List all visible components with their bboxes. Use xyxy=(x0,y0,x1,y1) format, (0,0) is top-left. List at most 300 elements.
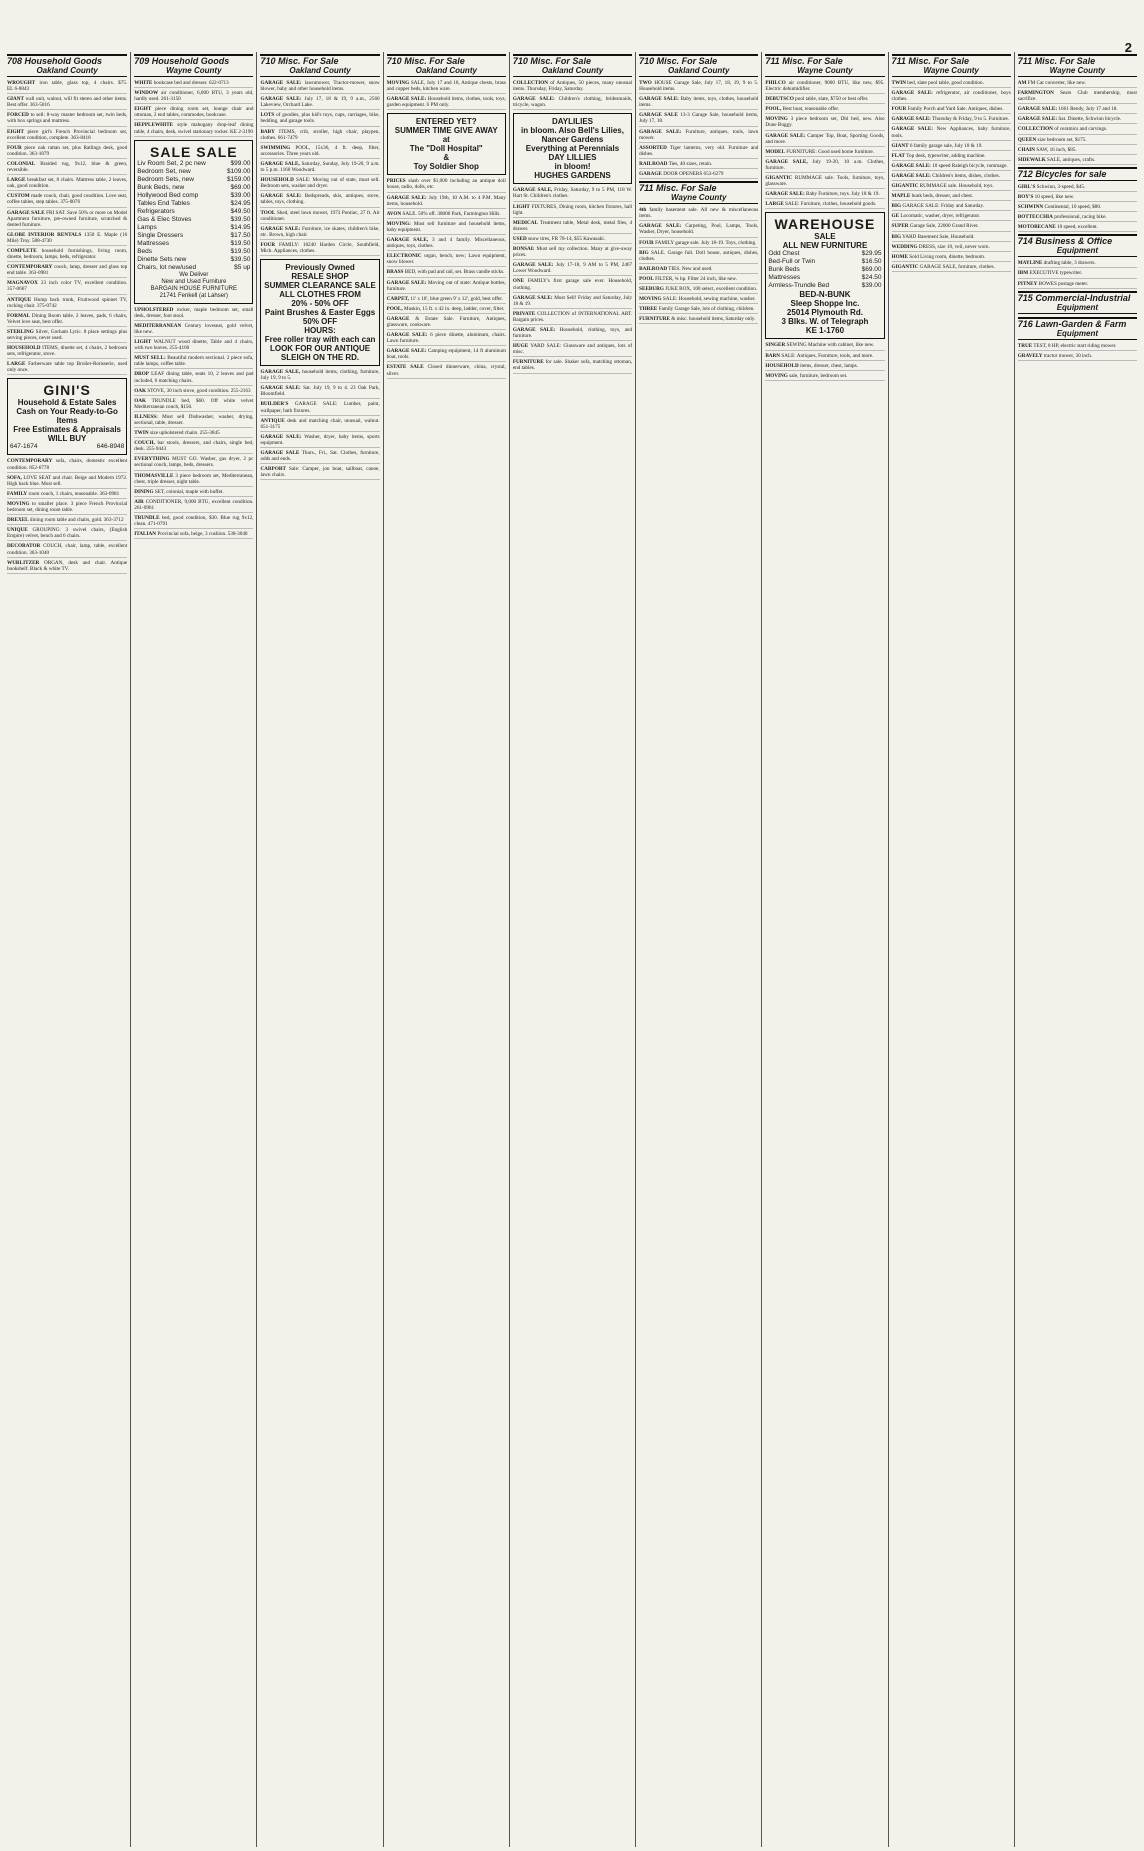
ad-text: DRESS, size 10, veil, never worn. xyxy=(918,243,990,250)
ad-text: SALE: Furniture, clothes, household goods. xyxy=(785,201,877,208)
price-row xyxy=(137,176,250,184)
price-row xyxy=(137,248,250,256)
ad-text: Beautiful modern sectional. 2 piece sofa, table lamps, coffee table. xyxy=(134,355,254,368)
ad-phone: 651-3175 xyxy=(260,423,281,430)
classified-ad xyxy=(260,450,379,464)
ad-keyword: MAGNAVOX xyxy=(7,280,38,287)
ad-text: Washer, dryer, baby items, sports equipment. xyxy=(260,433,380,446)
section-subtitle: Oakland County xyxy=(541,66,604,75)
section-subtitle: Oakland County xyxy=(36,66,98,75)
ad-keyword: DROP xyxy=(134,371,149,378)
ad-text: DOOR OPENERS xyxy=(663,171,703,178)
ad-keyword: GARAGE SALE: xyxy=(386,194,427,201)
price-value: $5 up xyxy=(234,263,251,271)
display-ad-line: LOOK FOR OUR ANTIQUE SLEIGH ON THE RD. xyxy=(269,344,371,363)
ad-keyword: MOVING xyxy=(765,116,788,123)
ad-phone: 261-3150 xyxy=(160,96,181,103)
classified-ad xyxy=(639,207,758,221)
ad-text: dining room table and chairs, gold. xyxy=(29,517,103,524)
classified-ad xyxy=(765,116,884,130)
ad-keyword: GARAGE SALE: xyxy=(891,172,931,179)
classified-ad xyxy=(260,226,379,240)
classified-ad xyxy=(892,183,1011,191)
sale-footer: We Deliver xyxy=(179,271,209,278)
ad-keyword: ANTIQUE xyxy=(7,296,32,303)
price-item: Armless-Trundle Bed xyxy=(768,282,830,290)
ad-keyword: LIGHT xyxy=(512,203,530,210)
ad-phone: 588-4730 xyxy=(31,237,52,244)
ad-keyword: BOY'S xyxy=(1017,193,1034,200)
classified-ad xyxy=(260,242,379,256)
price-item: Bedroom Sets, new xyxy=(137,175,194,183)
ad-keyword: EVERYTHING xyxy=(134,456,170,463)
classified-ad xyxy=(1018,80,1137,88)
newspaper-column xyxy=(761,52,887,1847)
ad-text: refrigerator, air conditioner, boys clothes. xyxy=(891,90,1011,103)
classified-ad xyxy=(513,311,632,325)
ad-text: Best boat, reasonable offer. xyxy=(782,106,840,113)
ad-keyword: WHITE xyxy=(134,80,153,86)
display-ad-line: 20% - 50% OFF xyxy=(291,299,349,309)
price-item: Bunk Beds, new xyxy=(137,183,185,191)
classified-ad xyxy=(7,145,127,159)
ad-keyword: MOVING xyxy=(765,372,788,379)
price-row xyxy=(768,266,881,274)
ad-phone: 363-1040 xyxy=(29,549,50,556)
section-title: Household Goods xyxy=(151,56,230,66)
ad-keyword: OAK xyxy=(134,387,147,394)
ad-keyword: UNIQUE xyxy=(7,527,28,534)
phone-row xyxy=(10,443,124,451)
ad-text: Schwinn, 3-speed, $45. xyxy=(1036,183,1086,190)
ad-keyword: WEDDING xyxy=(891,243,918,250)
display-ad-headline: WAREHOUSE xyxy=(774,216,876,233)
classified-ad xyxy=(513,343,632,357)
ad-text: 6 family garage sale, July 18 & 19. xyxy=(909,142,983,149)
classified-ad xyxy=(765,175,884,189)
display-ad-line: & xyxy=(443,153,450,163)
classified-ad xyxy=(7,491,127,499)
price-item: Tables End Tables xyxy=(137,199,190,207)
classified-ad xyxy=(1018,260,1137,268)
price-value: $99.00 xyxy=(230,159,251,167)
classified-ad xyxy=(134,489,253,497)
section-header xyxy=(7,54,127,77)
section-number: 714 xyxy=(1017,236,1033,247)
display-ad-line: Household & Estate Sales xyxy=(17,398,117,408)
ad-text: iron table, glass top, 4 chairs. $75. xyxy=(39,80,128,86)
ad-text: Sears Club membership, must sacrifice. xyxy=(1017,90,1137,103)
ad-keyword: GARAGE SALE, xyxy=(260,369,301,376)
price-value: $16.50 xyxy=(861,258,882,266)
ad-text: Dining Room table, 2 leaves, pads, 6 chairs, Velvet love seat, best offer. xyxy=(7,312,128,325)
ad-text: Provincial sofa, beige, 3 cushion. xyxy=(157,531,227,538)
classified-ad xyxy=(513,204,632,218)
ad-text: Baby items, toys, clothes, household items. xyxy=(639,96,759,109)
ad-text: 3 piece bedroom set, Dbl bed, new. Also Dune Buggy. xyxy=(765,116,885,129)
ad-keyword: GARAGE SALE: xyxy=(512,96,555,103)
ad-text: piece dining room set, lounge chair and ottoman, 2 end tables, commodes, bookcase. xyxy=(134,106,254,119)
ad-keyword: GIGANTIC xyxy=(765,175,793,182)
ad-text: 1661 Rendy, July 17 and 18. xyxy=(1058,106,1118,113)
classified-ad xyxy=(7,80,127,94)
ad-text: SALE: Antiques, Furniture, tools, and more. xyxy=(781,352,874,359)
classified-ad xyxy=(765,149,884,157)
ad-text: of goodies, plus kid's toys, cups, carriages, bike, bedding, and garage tools. xyxy=(260,112,380,125)
ad-keyword: GARAGE SALE: xyxy=(639,223,682,230)
ad-keyword: GARAGE SALE: xyxy=(891,90,933,97)
ad-text: Must Sell! Friday and Saturday, July 18 & 19. xyxy=(512,294,633,307)
classified-ad xyxy=(387,96,506,110)
classified-ad xyxy=(1018,106,1137,114)
ad-text: POOL, 15x36, 4 ft. deep, filter, accessories. Three years old. xyxy=(260,144,380,157)
section-header xyxy=(892,54,1011,77)
section-subtitle: Wayne County xyxy=(1049,66,1106,75)
ad-text: TEST, 8 HP, electric start riding mower. xyxy=(1033,342,1117,349)
ad-text: BED, with pad and rail, set. Brass candle sticks. xyxy=(404,269,505,276)
ad-phone: 255-3845 xyxy=(199,430,220,437)
ad-text: of Antiques, 50 pieces, many unusual items. Thursday, Friday, Saturday. xyxy=(512,80,633,93)
price-row xyxy=(768,250,881,258)
newspaper-column xyxy=(383,52,509,1847)
price-item: Dinette Sets new xyxy=(137,255,187,263)
section-header xyxy=(260,54,379,77)
ad-keyword: GARAGE SALE xyxy=(639,112,678,119)
classified-ad xyxy=(892,203,1011,211)
ad-text: RUMMAGE sale. Household, toys. xyxy=(919,183,994,190)
ad-keyword: LARGE xyxy=(765,201,784,208)
ad-keyword: MOVING xyxy=(7,500,30,507)
section-header xyxy=(639,54,758,77)
display-ad-line: ALL NEW FURNITURE xyxy=(782,241,868,251)
price-item: Mattresses xyxy=(137,239,170,247)
classified-ad xyxy=(765,342,884,350)
classified-ad xyxy=(134,499,253,513)
classified-ad xyxy=(134,388,253,396)
price-value: $69.00 xyxy=(230,183,251,191)
display-ad-line: Free Estimates & Appraisals xyxy=(13,425,121,435)
ad-keyword: GARAGE SALE: xyxy=(891,162,931,169)
ad-text: organ, bench, new; Lawn equipment, snow blower. xyxy=(386,253,506,266)
ad-text: SALE. 50% off. 38000 Park, Farmington Hills. xyxy=(402,210,501,217)
ad-text: HOUSE Garage Sale, July 17, 18, 19, 9 to 5. Household items. xyxy=(639,80,759,93)
display-ad-line: DAY LILLIES xyxy=(548,153,597,163)
ad-keyword: SOFA, xyxy=(7,474,22,481)
price-row xyxy=(137,216,250,224)
section-title: Commercial-Industrial xyxy=(1035,292,1131,303)
section-number: 710 xyxy=(260,56,276,66)
ad-text: Shed, steel lawn mower, 1973 Pontiac, 27 ft. Air conditioner. xyxy=(260,209,380,222)
ad-keyword: USED xyxy=(512,235,527,242)
section-title: Household Goods xyxy=(24,56,103,66)
ad-keyword: GRAVELY xyxy=(1017,352,1043,359)
classified-ad xyxy=(765,80,884,94)
classified-ad xyxy=(387,348,506,362)
ad-text: size bedroom set, $175. xyxy=(1037,136,1087,143)
ad-keyword: GARAGE SALE xyxy=(260,450,300,456)
ad-text: Silver, Gorham Lyric. 8 place settings plus serving pieces, never used. xyxy=(7,328,128,341)
ad-keyword: BARN xyxy=(765,352,781,359)
section-header xyxy=(513,54,632,77)
ad-keyword: COLLECTION xyxy=(1017,126,1053,133)
classified-ad xyxy=(134,355,253,369)
ad-text: July 17-18, 9 AM to 5 PM, 2467 Lower Woodward. xyxy=(512,262,633,275)
ad-text: professional, racing bike. xyxy=(1054,214,1107,221)
price-item: Gas & Elec Stoves xyxy=(137,215,192,223)
ad-phone: 255-2163 xyxy=(230,387,251,394)
classified-ad xyxy=(387,296,506,304)
price-item: Chairs, lot new/used xyxy=(137,263,197,271)
section-subtitle: Oakland County xyxy=(289,66,351,75)
classified-ad xyxy=(1018,90,1137,104)
ad-phone: 255-4160 xyxy=(169,345,190,352)
ad-keyword: GARAGE SALE, xyxy=(260,160,300,167)
price-row xyxy=(137,240,250,248)
price-row xyxy=(137,168,250,176)
sale-footer: 21741 Fenkell (at Lahser) xyxy=(159,292,229,299)
classified-ad xyxy=(7,458,127,472)
classified-ad xyxy=(134,371,253,385)
ad-text: ORGAN, desk and chair. Antique bookshelf. Black & white TV. xyxy=(7,559,128,572)
ad-keyword: ITALIAN xyxy=(134,531,157,538)
classified-ad xyxy=(892,223,1011,231)
ad-text: New Appliances, baby furniture, tools. xyxy=(891,126,1011,139)
section-subtitle: Equipment xyxy=(1056,302,1099,312)
classified-ad xyxy=(765,363,884,371)
section-number: 715 xyxy=(1017,292,1033,303)
section-title: Lawn-Garden & Farm xyxy=(1035,318,1127,329)
price-value: $159.00 xyxy=(226,175,251,183)
classified-ad xyxy=(639,145,758,159)
ad-text: FURNITURE: Good used home furniture. xyxy=(786,148,874,155)
display-ad xyxy=(765,212,884,339)
ad-text: Sold Living room, dinette, bedroom. xyxy=(909,253,986,260)
ad-phone: 622-0713 xyxy=(208,80,229,86)
ad-keyword: SWIMMING xyxy=(260,144,291,151)
classified-ad xyxy=(260,466,379,480)
ad-phone: 363-5016 xyxy=(29,102,50,109)
section-number: 716 xyxy=(1017,318,1033,329)
ad-keyword: COLLECTION xyxy=(512,80,549,86)
section-number: 711 xyxy=(639,183,654,194)
price-row xyxy=(137,184,250,192)
classified-ad xyxy=(7,177,127,191)
ad-keyword: ILLNESS: xyxy=(134,413,158,420)
ad-text: air conditioner, 9000 BTU, like new, $95. Electric dehumidifier. xyxy=(765,80,885,93)
newspaper-column xyxy=(130,52,256,1847)
classified-ad xyxy=(639,223,758,237)
classified-ad xyxy=(7,248,127,262)
price-value: $24.95 xyxy=(230,199,251,207)
display-ad-line: SALE xyxy=(814,232,836,242)
classified-ad xyxy=(134,323,253,337)
ad-keyword: TRUNDLE xyxy=(134,515,160,521)
classified-ad xyxy=(134,440,253,454)
ad-text: Friday, Saturday, 9 to 5 PM, 118 W. Hart St. Children's clothes. xyxy=(512,187,633,200)
ad-keyword: POOL xyxy=(639,275,654,282)
ad-text: SALE: Moving out of state, must sell. Bedroom sets, washer and dryer. xyxy=(260,177,380,190)
ad-phone: 661-7479 xyxy=(277,134,298,141)
ad-keyword: POOL, xyxy=(386,305,403,312)
section-number: 708 xyxy=(7,56,23,66)
price-item: Lamps xyxy=(137,223,157,231)
section-title: Misc. For Sale xyxy=(530,56,591,66)
classified-ad xyxy=(7,129,127,143)
newspaper-column xyxy=(256,52,382,1847)
classified-ad xyxy=(387,237,506,251)
ad-text: Must sell furniture and household items, baby equipment. xyxy=(386,220,506,233)
classified-ad xyxy=(387,178,506,192)
display-ad-line: Paint Brushes & Easter Eggs xyxy=(264,308,376,318)
section-header xyxy=(1018,291,1137,314)
classified-ad xyxy=(7,345,127,359)
ad-text: JUKE BOX, 100 select, excellent condition. xyxy=(665,285,758,292)
ad-keyword: GIGANTIC xyxy=(891,183,919,190)
ad-keyword: BOTTECCHIA xyxy=(1017,214,1053,221)
ad-text: Saturday, Sunday, July 19-20, 9 a.m. to 5 p.m. 1160 Woodward. xyxy=(260,160,380,174)
ad-text: Must sell my collection. Many at give-away prices. xyxy=(512,246,633,259)
classified-ad xyxy=(7,280,127,294)
ad-keyword: FAMILY xyxy=(7,490,28,497)
price-item: Single Dressers xyxy=(137,231,184,239)
section-number: 709 xyxy=(134,56,150,66)
section-header xyxy=(639,181,758,204)
ad-phone: EL 6-8843 xyxy=(7,86,30,93)
classified-ad xyxy=(387,195,506,209)
ad-keyword: GLOBE INTERIOR RENTALS xyxy=(7,231,82,238)
section-header xyxy=(387,54,506,77)
display-ad-line: SUMMER TIME GIVE AWAY xyxy=(394,126,498,136)
price-row xyxy=(768,258,881,266)
display-ad xyxy=(260,259,379,366)
ad-text: Closed dinnerware, china, crystal, silver. xyxy=(386,364,506,377)
ad-text: Thurs., Fri., Sat. Clothes, furniture, odds and ends. xyxy=(260,450,380,463)
ad-text: SET, colonial, maple with buffet. xyxy=(154,488,224,495)
ad-text: SALE. Garage full. Doll house, antiques, dishes, clothes. xyxy=(639,249,759,262)
classified-ad xyxy=(639,80,758,94)
ad-keyword: ASSORTED xyxy=(639,144,667,151)
ad-text: CONDITIONER, 9,000 BTU, excellent condition. xyxy=(145,498,254,505)
ad-keyword: THREE xyxy=(639,306,658,313)
classified-ad xyxy=(892,153,1011,161)
section-subtitle: Oakland County xyxy=(415,66,477,75)
display-ad-line: HUGHES GARDENS xyxy=(534,171,611,181)
ad-keyword: HOUSEHOLD xyxy=(260,177,294,184)
ad-text: Tiger lanterns, very old. Furniture and dishes. xyxy=(639,144,759,157)
ad-keyword: CARPORT xyxy=(260,466,286,473)
display-ad-line: in bloom. Also Bell's Lilies, Nancer Gardens xyxy=(521,126,624,145)
ad-text: COLLECTION of INTERNATIONAL ART. Bargain prices. xyxy=(512,310,633,323)
classified-ad xyxy=(387,221,506,235)
ad-text: sale, furniture, bedroom set. xyxy=(789,372,848,379)
classified-ad xyxy=(765,133,884,147)
display-ad xyxy=(513,113,632,184)
ad-keyword: BRASS xyxy=(386,269,404,276)
ad-text: size upholstered chairs. xyxy=(149,430,199,437)
classified-ad xyxy=(765,201,884,209)
section-header xyxy=(1018,54,1137,77)
classified-ad xyxy=(134,80,253,88)
ad-keyword: BIG xyxy=(891,203,902,210)
ad-text: rocker, maple bedroom set, small desk, dresser, foot stool. xyxy=(134,306,254,319)
classified-ad xyxy=(892,234,1011,242)
ad-phone: 653-6279 xyxy=(703,171,724,178)
ad-text: bookcase bed and dresser. xyxy=(153,80,208,86)
ad-text: to smaller place. 3 piece French Provincial bedroom set, dining room table. xyxy=(7,500,128,514)
ad-text: ITEMS, crib, stroller, high chair, playpen, clothes. xyxy=(260,128,380,141)
sale-title: SALE SALE xyxy=(150,143,238,160)
ad-text: Continental, 10 speed, $80. xyxy=(1044,204,1102,211)
ad-keyword: GARAGE SALE, xyxy=(512,187,553,194)
classified-ad xyxy=(1018,224,1137,232)
ad-text: SALE: Household, sewing machine, washer. xyxy=(662,296,756,303)
ad-keyword: SINGER xyxy=(765,342,786,349)
ad-keyword: OAK xyxy=(134,397,147,404)
ad-text: couch, lamp, dresser and glass top end table. xyxy=(7,264,128,277)
classified-ad xyxy=(892,116,1011,124)
classified-ad xyxy=(134,430,253,438)
ad-text: GARAGE SALE: Friday and Saturday. xyxy=(902,203,985,210)
classified-ad xyxy=(892,90,1011,104)
display-ad-line: ALL CLOTHES FROM xyxy=(279,290,361,300)
section-subtitle: Wayne County xyxy=(797,66,853,75)
classified-ad xyxy=(260,161,379,175)
ad-keyword: COMPLETE xyxy=(7,247,37,254)
ad-keyword: HUGE xyxy=(512,343,529,350)
display-ad-line: The "Doll Hospital" xyxy=(409,144,483,154)
section-title: Misc. For Sale xyxy=(404,56,465,66)
classified-ad xyxy=(387,80,506,94)
ad-text: Camper Top, Boat, Sporting Goods, and more. xyxy=(765,132,885,145)
ad-text: & misc. household items, Saturday only. xyxy=(671,316,756,323)
classified-ad xyxy=(639,161,758,169)
display-ad-line: at xyxy=(442,135,450,145)
price-value: $69.00 xyxy=(861,266,882,274)
classified-ad xyxy=(7,361,127,375)
ad-keyword: LARGE xyxy=(7,177,26,184)
ad-keyword: THOMASVILLE xyxy=(134,472,174,479)
ad-keyword: GARAGE SALE: xyxy=(260,225,301,232)
ad-phone: 538-3040 xyxy=(227,531,248,538)
ad-text: YARD SALE: Glassware and antiques, lots of misc. xyxy=(512,343,633,356)
price-item: Hollywood Bed comp xyxy=(137,191,199,199)
display-ad-line: SUMMER CLEARANCE SALE xyxy=(264,281,376,291)
ad-keyword: FURNITURE xyxy=(512,359,544,366)
classified-ad xyxy=(260,145,379,159)
classified-ad xyxy=(260,385,379,399)
ad-keyword: ONE xyxy=(512,278,525,285)
ad-text: 11' x 18', blue green 9' x 12', gold, best offer. xyxy=(410,295,503,302)
price-row xyxy=(137,208,250,216)
classified-ad xyxy=(892,193,1011,201)
ad-keyword: ELECTRONIC xyxy=(386,253,422,260)
classified-ad xyxy=(892,106,1011,114)
display-ad-line: Free roller tray with each can xyxy=(264,335,376,345)
classified-ad xyxy=(1018,194,1137,202)
ad-keyword: HEPPLEWHITE xyxy=(134,122,174,129)
ad-text: Camping equipment, 14 ft aluminum boat, tools. xyxy=(386,348,506,361)
ad-keyword: GARAGE SALE: xyxy=(1017,106,1058,113)
newspaper-column xyxy=(635,52,761,1847)
price-row xyxy=(137,200,250,208)
price-value: $39.50 xyxy=(230,255,251,263)
ad-keyword: GARAGE SALE: xyxy=(260,193,302,200)
ad-keyword: MEDITERRANEAN xyxy=(134,322,182,329)
ad-text: Farberware table top Broiler-Rotisserie, used only once. xyxy=(7,361,128,374)
newspaper-column xyxy=(888,52,1014,1847)
ad-text: FILTER, ¾ hp. Filter 24 inch, like new. xyxy=(655,275,737,282)
classified-ad xyxy=(260,434,379,448)
